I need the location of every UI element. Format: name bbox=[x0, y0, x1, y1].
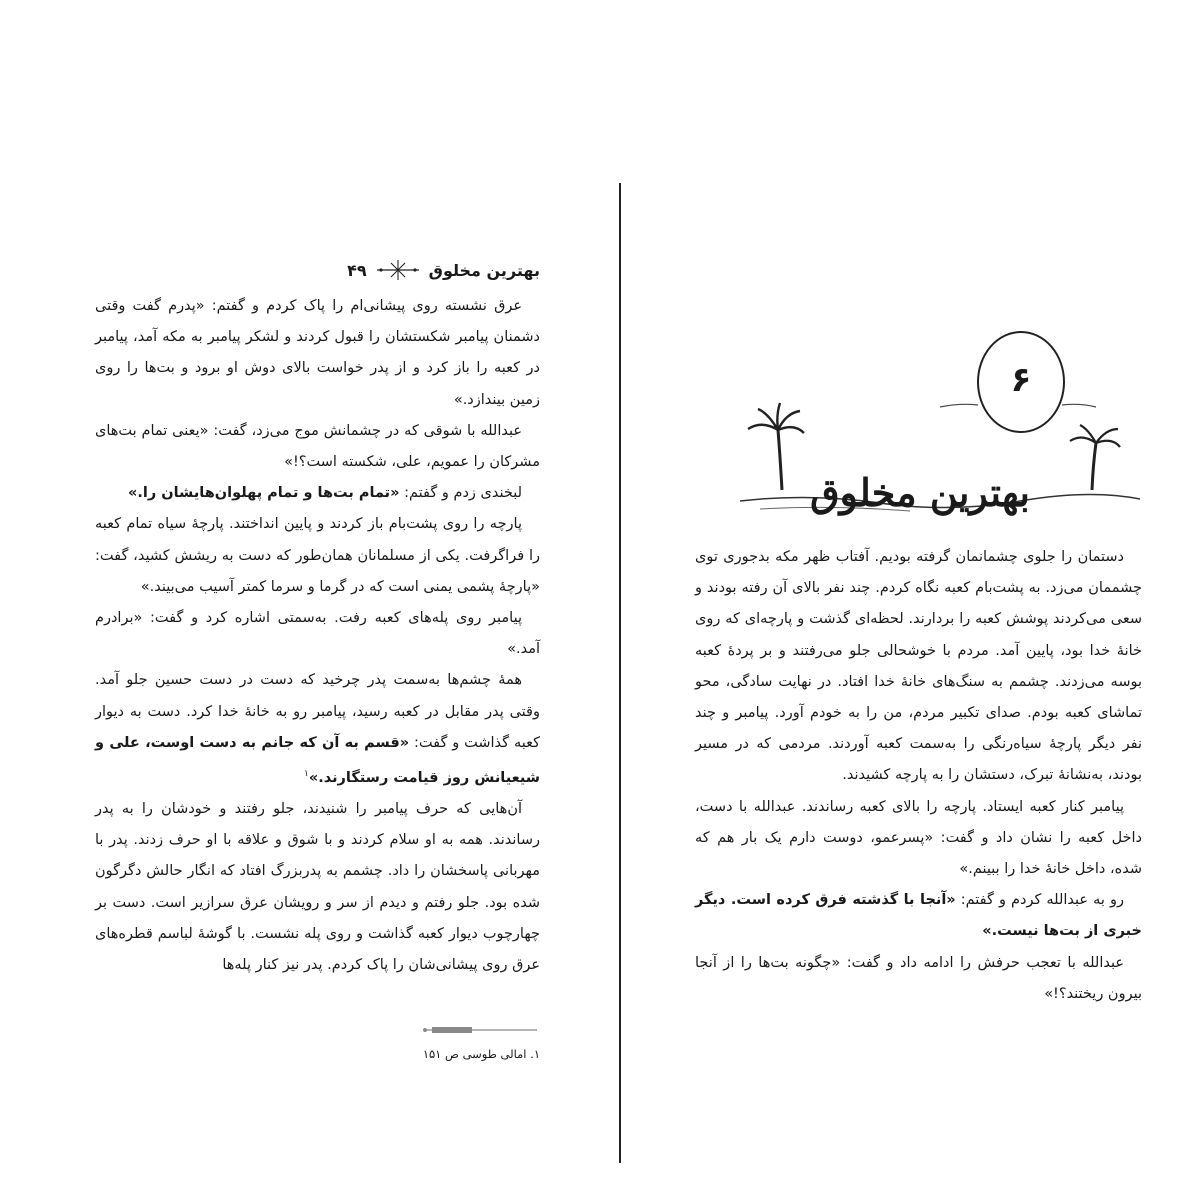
running-head-title: بهترین مخلوق bbox=[428, 260, 540, 280]
paragraph-1: عرق نشسته روی پیشانی‌ام را پاک کردم و گفتم: «پدرم گفت وقتی دشمنان پیامبر شکستشان را قبول کردند و لشکر پیامبر به مکه آمد، پیامبر در کعبه را باز کرد و از پدر خواست بالای دوش او برود و بت‌ها را روی زمین بیندازد.» bbox=[95, 298, 540, 408]
chapter-number-badge bbox=[975, 328, 1067, 432]
right-page bbox=[695, 542, 1142, 1010]
left-page bbox=[95, 255, 540, 1061]
right-paragraph-3-text: رو به عبدالله کردم و گفتم: bbox=[955, 892, 1124, 909]
running-head bbox=[95, 255, 540, 285]
paragraph-4: پارچه را روی پشت‌بام باز کردند و پایین انداختند. پارچهٔ سیاه تمام کعبه را فراگرفت. یکی از مسلمانان همان‌طور که دست به ریشش کشید، گفت: «پارچهٔ پشمی یمنی است که در گرما و سرما کمتر آسیب می‌بیند.» bbox=[95, 516, 540, 595]
right-paragraph-4: عبدالله با تعجب حرفش را ادامه داد و گفت: «چگونه بت‌ها را از آنجا بیرون ریختند؟!» bbox=[695, 954, 1142, 1002]
footnote-marker: ۱ bbox=[304, 769, 309, 780]
paragraph-3-quote: «تمام بت‌ها و تمام پهلوان‌هایشان را.» bbox=[128, 485, 400, 502]
right-paragraph-1: دستمان را جلوی چشمانمان گرفته بودیم. آفتاب ظهر مکه بدجوری توی چشممان می‌زد. به پشت‌بام کعبه نگاه کردم. چند نفر بالای آن رفته بودند و سعی می‌کردند پوشش کعبه را بردارند. لحظه‌ای گذشت و پارچه‌ای که روی خانهٔ خدا بود، پایین آمد. مردم با خوشحالی جلو می‌رفتند و بر پردهٔ کعبه بوسه می‌زدند. چشمم به سنگ‌های خانهٔ خدا افتاد. در نهایت سادگی، محو تماشای کعبه بودم. صدای تکبیر مردم، من را به خودم آورد. پیامبر و چند نفر دیگر پارچهٔ سیاه‌رنگی را به‌سمت کعبه آوردند. مردمی که در مسیر بودند، به‌نشانهٔ تبرک، دستشان را به پارچه کشیدند. bbox=[695, 549, 1142, 784]
paragraph-3 bbox=[95, 478, 540, 509]
page-number: ۴۹ bbox=[347, 260, 367, 280]
star-ornament-icon bbox=[375, 259, 421, 281]
chapter-title: بهترین مخلوق bbox=[810, 470, 1030, 515]
paragraph-2: عبدالله با شوقی که در چشمانش موج می‌زد، گفت: «یعنی تمام بت‌های مشرکان را عمویم، علی، شکسته است؟!» bbox=[95, 422, 540, 471]
paragraph-5: پیامبر روی پله‌های کعبه رفت. به‌سمتی اشاره کرد و گفت: «برادرم آمد.» bbox=[95, 610, 540, 658]
paragraph-6 bbox=[95, 665, 540, 794]
footnote: ۱. امالی طوسی ص ۱۵۱ bbox=[422, 1047, 540, 1062]
footnote-divider bbox=[95, 1023, 540, 1037]
right-paragraph-2: پیامبر کنار کعبه ایستاد. پارچه را بالای کعبه رساندند. عبدالله با دست، داخل کعبه را نشان داد و گفت: «پسرعمو، دوست دارم یک بار هم که شده، داخل خانهٔ خدا را ببینم.» bbox=[695, 798, 1142, 878]
right-paragraph-3-quote: «آنجا با گذشته فرق کرده است. دیگر خبری از بت‌ها نیست.» bbox=[695, 892, 1142, 940]
paragraph-6-quote: «قسم به آن که جانم به دست اوست، علی و شیعیانش روز قیامت رستگارند.» bbox=[95, 734, 540, 786]
right-paragraph-3 bbox=[695, 885, 1142, 947]
chapter-number: ۶ bbox=[1010, 360, 1032, 400]
paragraph-3-text: لبخندی زدم و گفتم: bbox=[399, 485, 522, 502]
paragraph-6-text: همهٔ چشم‌ها به‌سمت پدر چرخید که دست در دست حسین جلو آمد. وقتی پدر مقابل در کعبه رسید، پیامبر رو به خانهٔ خدا کرد. دست به دیوار کعبه گذاشت و گفت: bbox=[95, 672, 540, 751]
paragraph-7: آن‌هایی که حرف پیامبر را شنیدند، جلو رفتند و خودشان را به پدر رساندند. همه به او سلام کردند و با شوق و علاقه با او حرف زدند. پدر با مهربانی پاسخشان را داد. چشمم به پدربزرگ افتاد که انگار حالش دگرگون شده بود. جلو رفتم و دیدم از سر و رویشان عرق سرازیر است. دست بر چهارچوب دیوار کعبه گذاشت و روی پله نشست. با گوشهٔ لباسم قطره‌های عرق روی پیشانی‌شان را پاک کردم. پدر نیز کنار پله‌ها bbox=[95, 801, 540, 974]
book-spine bbox=[619, 183, 621, 1163]
